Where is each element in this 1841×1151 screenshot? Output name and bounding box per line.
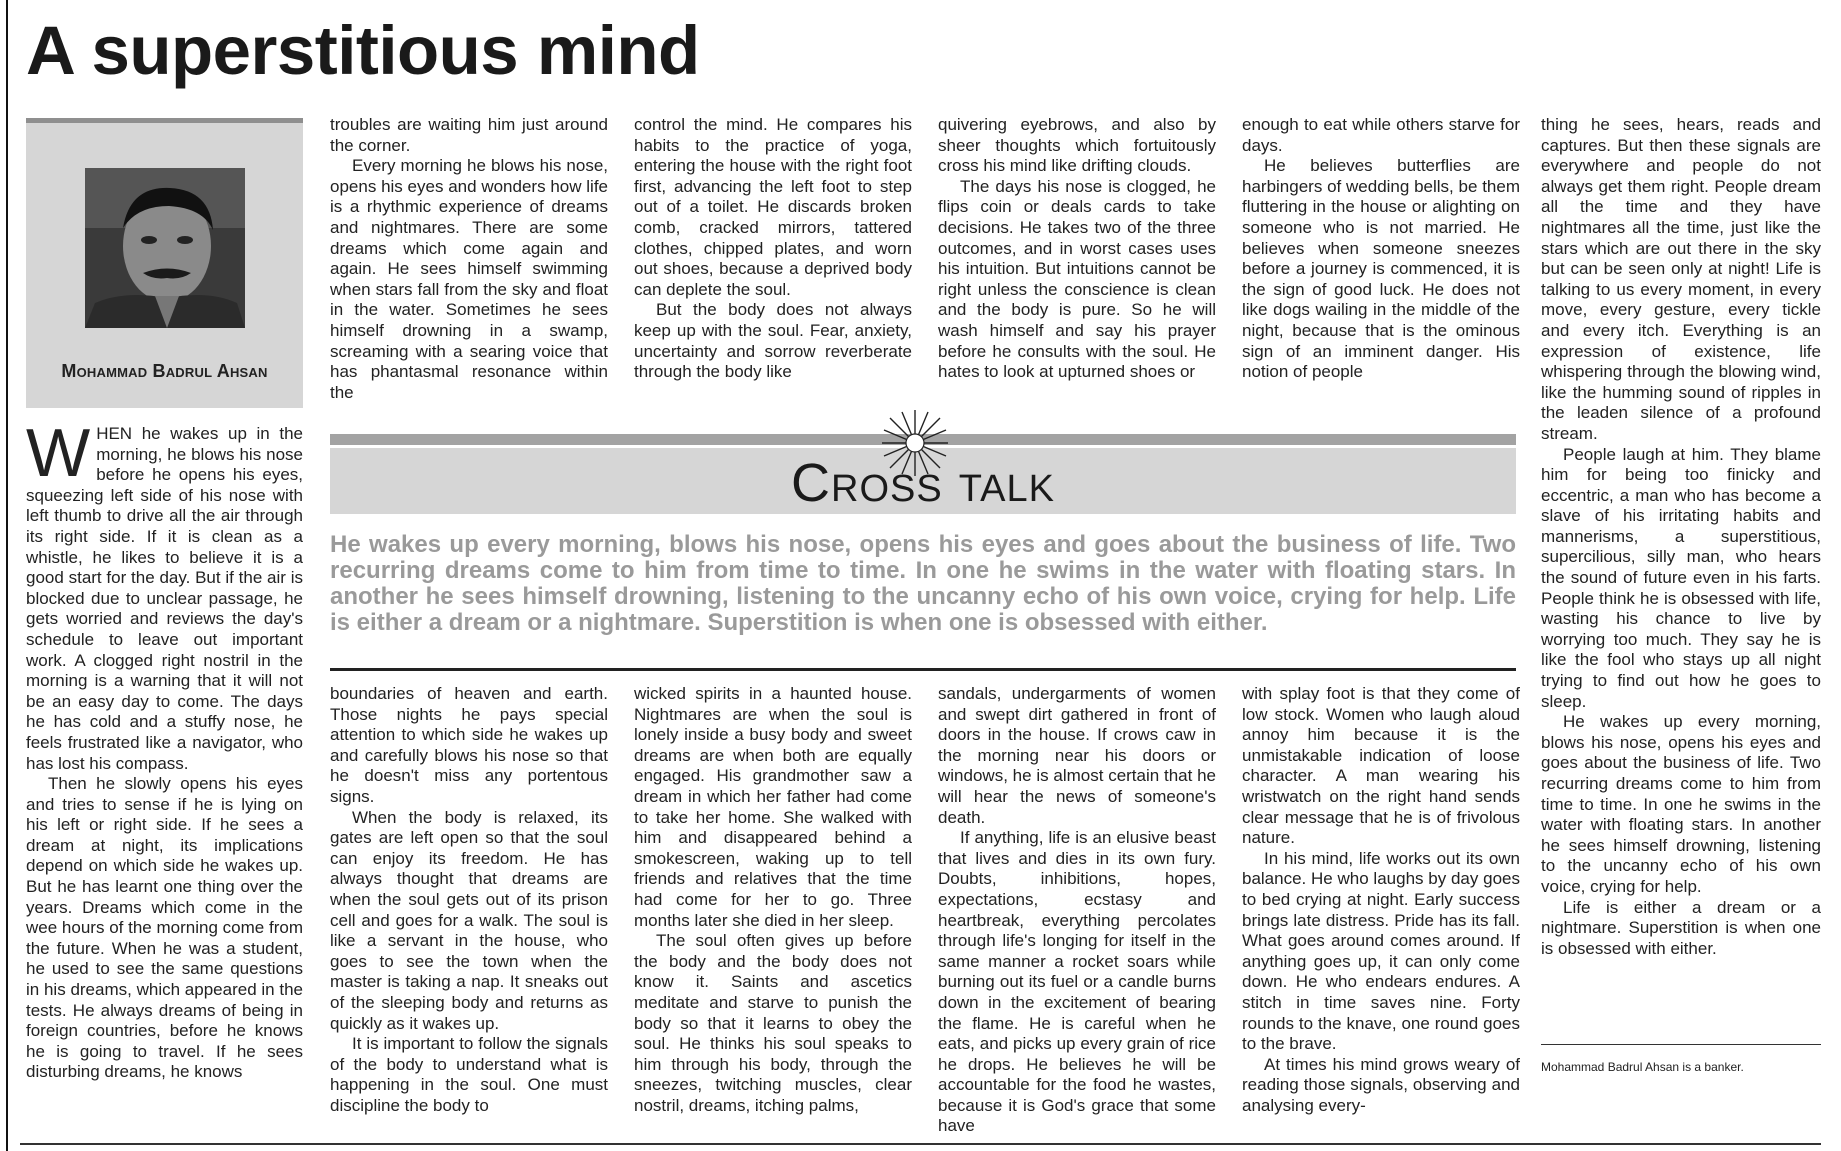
column-4-top	[938, 115, 1216, 383]
page-bottom-rule	[20, 1143, 1821, 1145]
author-footnote: Mohammad Badrul Ahsan is a banker.	[1541, 1060, 1744, 1074]
article-end-rule	[1541, 1044, 1821, 1045]
col5-top-paragraph-1: enough to eat while others starve for days.	[1242, 115, 1520, 155]
col2-top-paragraph-1: troubles are waiting him just around the corner.	[330, 115, 608, 155]
left-margin-rule	[6, 0, 8, 1151]
col6-paragraph-2: People laugh at him. They blame him for being too finicky and eccentric, a man who has become a slave of his irritating habits and mannerisms, a superstitious, supercilious, silly man, who hears the sound of future even in his farts. People think he is obsessed with life, wasting his chance to live by worrying too much. They say he is like the fool who stays up all night trying to find out how he goes to sleep.	[1541, 444, 1821, 711]
col1-paragraph-2: Then he slowly opens his eyes and tries to sense if he is lying on his left or right side. If he sees a dream at night, its implications depend on which side he wakes up. But he has learnt one thing over the years. Dreams which come in the wee hours of the morning come from the future. When he was a student, he used to see the same questions in his dreams, which appeared in the tests. He always dreams of being in foreign countries, before he knows he is going to travel. If he sees disturbing dreams, he knows	[26, 774, 303, 1082]
col3-top-paragraph-1: control the mind. He compares his habits to the practice of yoga, entering the house with the right foot first, advancing the left foot to step out of a toilet. He discards broken comb, cracked mirrors, tattered clothes, chipped plates, and worn out shoes, because a deprived body can deplete the soul.	[634, 115, 912, 299]
crosstalk-pull-quote: He wakes up every morning, blows his nose, opens his eyes and goes about the business of life. Two recurring dreams come to him from time to time. In one he swims in the water with floating stars. In another he sees himself drowning, listening to the uncanny echo of his own voice, crying for help. Life is either a dream or a nightmare. Superstition is when one is obsessed with either.	[330, 531, 1516, 636]
col6-paragraph-4: Life is either a dream or a nightmare. Superstition is when one is obsessed with either.	[1541, 897, 1821, 958]
col5-bottom-paragraph-2: In his mind, life works out its own balance. He who laughs by day goes to bed crying at night. Early success brings late distress. Pride has its fall. What goes around comes around. If anything goes up, it can only come down. He who endears endures. A stitch in time saves nine. Forty rounds to the knave, one round goes to the brave.	[1242, 848, 1520, 1054]
crosstalk-title: Cross talk	[791, 453, 1055, 513]
col3-top-paragraph-2: But the body does not always keep up with the soul. Fear, anxiety, uncertainty and sorrow reverberate through the body like	[634, 300, 912, 382]
column-3-bottom	[634, 684, 912, 1116]
column-5-top	[1242, 115, 1520, 383]
column-5-bottom	[1242, 684, 1520, 1116]
col3-bottom-paragraph-1: wicked spirits in a haunted house. Nightmares are when the soul is lonely inside a busy body and sweet dreams are when both are equally engaged. His grandmother saw a dream in which her father had come to take her home. She walked with him and disappeared behind a smokescreen, waking up to tell friends and relatives that the time had come for her to go. Three months later she died in her sleep.	[634, 684, 912, 930]
column-1	[26, 415, 303, 1083]
column-6	[1541, 115, 1821, 959]
col2-top-paragraph-2: Every morning he blows his nose, opens his eyes and wonders how life is a rhythmic experience of dreams and nightmares. There are some dreams which come again and again. He sees himself swimming when stars fall from the sky and float in the water. Sometimes he sees himself drowning in a swamp, screaming with a searing voice that has phantasmal resonance within the	[330, 156, 608, 402]
col6-paragraph-1: thing he sees, hears, reads and captures. But then these signals are everywhere and people do not always get them right. People dream all the time and they have nightmares all the time, just like the stars which are out there in the sky but can be seen only at night! Life is talking to us every moment, in every move, every gesture, every tickle and every itch. Everything is an expression of existence, life whispering through the blowing wind, like the humming sound of ripples in the leaden silence of a profound stream.	[1541, 115, 1821, 443]
col4-top-paragraph-2: The days his nose is clogged, he flips coin or deals cards to take decisions. He takes two of the three outcomes, and in worst cases uses his intuition. But intuitions cannot be right unless the conscience is clean and the body is pure. So he will wash himself and say his prayer before he consults with the soul. He hates to look at upturned shoes or	[938, 176, 1216, 382]
headline: A superstitious mind	[26, 12, 700, 89]
col4-bottom-paragraph-1: sandals, undergarments of women and swept dirt gathered in front of doors in the house. If crows caw in the morning near his doors or windows, he is almost certain that he will hear the news of someone's death.	[938, 684, 1216, 827]
col5-bottom-paragraph-3: At times his mind grows weary of reading those signals, observing and analysing every-	[1242, 1054, 1520, 1115]
column-2-top	[330, 115, 608, 403]
col2-bottom-paragraph-2: When the body is relaxed, its gates are left open so that the soul can enjoy its freedom. He has always thought that dreams are when the soul gets out of its prison cell and goes for a walk. The soul is like a servant in the house, who goes to see the town when the master is taking a nap. It sneaks out of the sleeping body and returns as quickly as it wakes up.	[330, 807, 608, 1033]
col1-paragraph-1: WHEN he wakes up in the morning, he blows his nose before he opens his eyes, squeezing left side of his nose with left thumb to drive all the air through its right side. If it is clean as a whistle, he likes to believe it is a good start for the day. But if the air is blocked due to unclear passage, he gets worried and reviews the day's schedule to leave out important work. A clogged right nostril in the morning is a warning that it will not be an easy day to come. The days he has cold and a stuffy nose, he feels frustrated like a navigator, who has lost his compass.	[26, 415, 303, 773]
author-portrait	[85, 168, 245, 328]
col6-paragraph-3: He wakes up every morning, blows his nose, opens his eyes and goes about the business of life. Two recurring dreams come to him from time to time. In one he swims in the water with floating stars. In another he sees himself drowning, listening to the uncanny echo of his own voice, crying for help.	[1541, 712, 1821, 896]
col2-bottom-paragraph-1: boundaries of heaven and earth. Those nights he pays special attention to which side he wakes up and carefully blows his nose so that he doesn't miss any portentous signs.	[330, 684, 608, 806]
column-3-top	[634, 115, 912, 383]
col5-top-paragraph-2: He believes butterflies are harbingers of wedding bells, be them fluttering in the house or alighting on someone who is not married. He believes when someone sneezes before a journey is commenced, it is the sign of good luck. He does not like dogs wailing in the middle of the night, because that is the ominous sign of an imminent danger. His notion of people	[1242, 156, 1520, 382]
col4-bottom-paragraph-2: If anything, life is an elusive beast that lives and dies in its own fury. Doubts, inhibitions, hopes, expectations, ecstasy and heartbreak, everything percolates through life's longing for itself in the same manner a rocket soars while burning out its fuel or a candle burns down in the excitement of bearing the flame. He is careful when he eats, and picks up every grain of rice he drops. He believes he will be accountable for the food he wastes, because it is God's grace that some have	[938, 828, 1216, 1136]
portrait-image	[85, 168, 245, 328]
column-2-bottom	[330, 684, 608, 1116]
col2-bottom-paragraph-3: It is important to follow the signals of the body to understand what is happening in the soul. One must discipline the body to	[330, 1034, 608, 1115]
byline-box	[26, 118, 303, 408]
author-byline: Mohammad Badrul Ahsan	[61, 361, 268, 381]
column-4-bottom	[938, 684, 1216, 1137]
starburst-icon	[880, 408, 950, 478]
col5-bottom-paragraph-1: with splay foot is that they come of low stock. Women who laugh aloud annoy him because it is the unmistakable indication of loose character. A man wearing his wristwatch on the right hand sends clear message that he is of frivolous nature.	[1242, 684, 1520, 848]
col3-bottom-paragraph-2: The soul often gives up before the body and the body does not know it. Saints and ascetics meditate and starve to punish the body so that it learns to obey the soul. He thinks his soul speaks to him through his body, through the sneezes, twitching muscles, clear nostril, dreams, itching palms,	[634, 931, 912, 1115]
col4-top-paragraph-1: quivering eyebrows, and also by sheer thoughts which fortuitously cross his mind like drifting clouds.	[938, 115, 1216, 176]
crosstalk-bottom-rule	[330, 668, 1516, 671]
drop-cap: W	[26, 415, 91, 491]
